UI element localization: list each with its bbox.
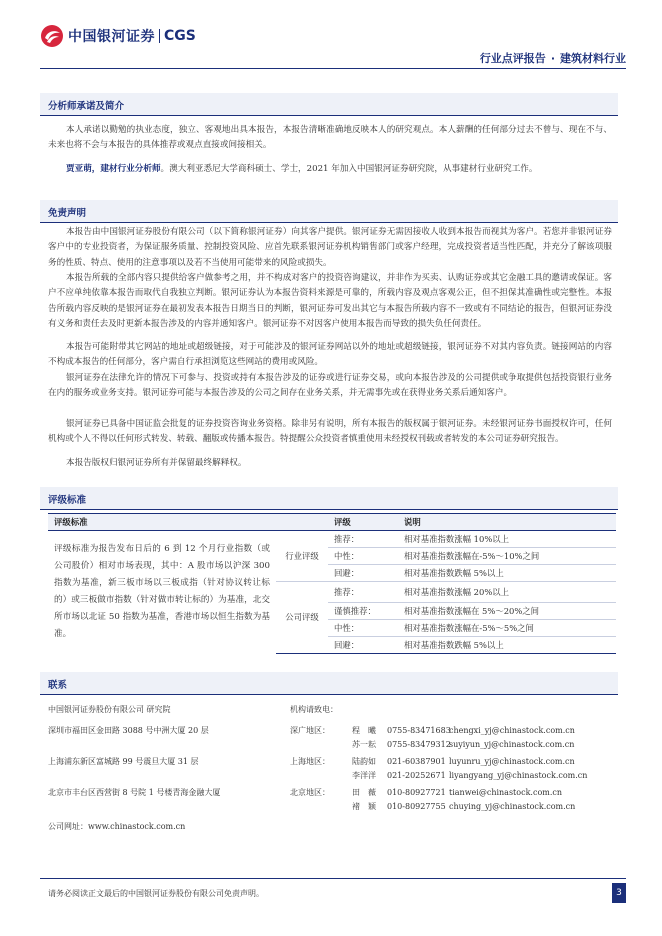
analyst-name-role: 贾亚萌，建材行业分析师 — [66, 164, 161, 174]
contact-phone: 0755-83471683 — [387, 726, 451, 735]
contact-name: 田 薇 — [352, 788, 376, 797]
rating-grade-desc: 相对基准指数涨幅在 5%～20%之间 — [398, 602, 616, 619]
logo-english-text: CGS — [164, 28, 196, 44]
analyst-commitment: 本人承诺以勤勉的执业态度，独立、客观地出具本报告，本报告清晰准确地反映本人的研究观点。本人薪酬的任何部分过去不曾与、现在不与、未来也将不会与本报告的具体推荐或观点直接或间接相关。 — [48, 125, 612, 151]
disclaimer-paragraph-4: 银河证券在法律允许的情况下可参与、投资或持有本报告涉及的证券或进行证券交易，或向本报告涉及的公司提供或争取提供包括投资银行业务在内的服务或业务支持。银河证券可能与本报告涉及的公司之间存在业务关系，并无需事先或在获得业务关系后通知客户。 — [48, 373, 612, 399]
rating-table — [48, 513, 616, 654]
analyst-section-title: 分析师承诺及简介 — [48, 101, 125, 112]
logo — [40, 24, 196, 48]
office-address: 上海浦东新区富城路 99 号震旦大厦 31 层 — [48, 757, 199, 766]
disclaimer-paragraph-2: 本报告所载的全部内容只提供给客户做参考之用，并不构成对客户的投资咨询建议，并非作为买卖、认购证券或其它金融工具的邀请或保证。客户不应单纯依靠本报告而取代自我独立判断。银河证券认为本报告资料来源是可靠的，所载内容及观点客观公正，但不担保其准确性或完整性。本报告所载内容反映的是银河证券在最初发表本报告日期当日的判断，银河证券可发出其它与本报告所载内容不一致或有不同结论的报告，但银河证券没有义务和责任去及时更新本报告涉及的内容并通知客户。银河证券不对因客户使用本报告而导致的损失负任何责任。 — [48, 273, 612, 330]
rating-header-standard: 评级标准 — [48, 514, 276, 531]
sales-contact-label: 机构请致电： — [290, 705, 338, 714]
analyst-bio-text: 。澳大利亚悉尼大学商科硕士、学士，2021 年加入中国银河证券研究院，从事建材行业研究工作。 — [160, 164, 538, 174]
rating-section-rule — [40, 509, 618, 510]
contact-name: 程 曦 — [352, 726, 376, 735]
rating-grade-desc: 相对基准指数跌幅 5%以上 — [398, 636, 616, 653]
analyst-bio — [48, 162, 612, 177]
contact-section-bar — [40, 672, 618, 694]
office-region: 深广地区： — [290, 726, 330, 735]
company-rating-label: 公司评级 — [276, 582, 328, 654]
disclaimer-section-rule — [40, 222, 618, 223]
report-type: 行业点评报告 — [479, 52, 546, 65]
rating-grade-desc: 相对基准指数涨幅在-5%～5%之间 — [398, 619, 616, 636]
contact-name: 陆韵如 — [352, 757, 376, 766]
contact-phone: 010-80927755 — [387, 802, 446, 811]
disclaimer-paragraph-3: 本报告可能附带其它网站的地址或超级链接，对于可能涉及的银河证券网站以外的地址或超级链接，银河证券不对其内容负责。链接网站的内容不构成本报告的任何部分，客户需自行承担浏览这些网站的费用或风险。 — [48, 342, 612, 368]
rating-grade-desc: 相对基准指数跌幅 5%以上 — [398, 565, 616, 582]
contact-phone: 010-80927721 — [387, 788, 446, 797]
company-website-link[interactable]: 公司网址：www.chinastock.com.cn — [48, 822, 186, 831]
footer-rule — [40, 878, 626, 879]
page-header — [40, 20, 626, 70]
logo-chinese-text: 中国银河证券 — [68, 29, 155, 45]
office-region: 北京地区： — [290, 788, 330, 797]
report-category — [480, 50, 626, 66]
contact-email-link[interactable]: chuying_yj@chinastock.com.cn — [449, 802, 576, 811]
contact-name: 褚 颖 — [352, 802, 376, 811]
table-row — [48, 531, 616, 548]
rating-grade: 回避： — [328, 636, 398, 653]
disclaimer-paragraph-1: 本报告由中国银河证券股份有限公司（以下简称银河证券）向其客户提供。银河证券无需因接收人收到本报告而视其为客户。若您并非银河证券客户中的专业投资者，为保证服务质量、控制投资风险、应首先联系银河证券机构销售部门或客户经理，完成投资者适当性匹配，并充分了解该项服务的性质、特点、使用的注意事项以及若不当使用可能带来的风险或损失。 — [48, 227, 612, 268]
contact-section-title: 联系 — [48, 680, 68, 691]
rating-grade: 中性： — [328, 619, 398, 636]
rating-grade-desc: 相对基准指数涨幅 10%以上 — [398, 531, 616, 548]
rating-grade: 谨慎推荐： — [328, 602, 398, 619]
disclaimer-section-title: 免责声明 — [48, 208, 87, 219]
rating-header-desc: 说明 — [398, 514, 616, 531]
page-number: 3 — [612, 883, 626, 903]
contact-section-rule — [40, 694, 618, 695]
rating-section-bar — [40, 487, 618, 509]
disclaimer-paragraph-5: 银河证券已具备中国证监会批复的证券投资咨询业务资格。除非另有说明，所有本报告的版权属于银河证券。未经银河证券书面授权许可，任何机构或个人不得以任何形式转发、转载、翻版或传播本报告。特提醒公众投资者慎重使用未经授权刊载或者转发的本公司证券研究报告。 — [48, 419, 612, 445]
contact-phone: 0755-83479312 — [387, 740, 451, 749]
office-address: 深圳市福田区金田路 3088 号中洲大厦 20 层 — [48, 726, 209, 735]
rating-section-title: 评级标准 — [48, 495, 87, 506]
contact-email-link[interactable]: chengxi_yj@chinastock.com.cn — [449, 726, 575, 735]
contact-email-link[interactable]: tianwei@chinastock.com.cn — [449, 788, 563, 797]
disclaimer-paragraph-6: 本报告版权归银河证券所有并保留最终解释权。 — [66, 458, 247, 468]
header-separator: · — [550, 52, 555, 65]
contact-name: 苏一耘 — [352, 740, 376, 749]
rating-grade: 推荐： — [328, 582, 398, 603]
rating-description: 评级标准为报告发布日后的 6 到 12 个月行业指数（或公司股价）相对市场表现，其中：A 股市场以沪深 300 指数为基准，新三板市场以三板成指（针对协议转让标的）或三板做市指数（针对做市转让标的）为基准，北交所市场以北证 50 指数为基准，香港市场以恒生指数为基准。 — [54, 544, 270, 639]
office-region: 上海地区： — [290, 757, 330, 766]
rating-grade: 回避： — [328, 565, 398, 582]
rating-grade-desc: 相对基准指数涨幅 20%以上 — [398, 582, 616, 603]
rating-grade: 推荐： — [328, 531, 398, 548]
contact-name: 李洋洋 — [352, 771, 376, 780]
industry-rating-label: 行业评级 — [276, 531, 328, 582]
contact-email-link[interactable]: liyangyang_yj@chinastock.com.cn — [449, 771, 588, 780]
contact-phone: 021-20252671 — [387, 771, 446, 780]
rating-header-grade: 评级 — [328, 514, 398, 531]
office-address: 北京市丰台区西营街 8 号院 1 号楼青海金融大厦 — [48, 788, 221, 797]
disclaimer-section-bar — [40, 200, 618, 222]
analyst-section-rule — [40, 115, 618, 116]
contact-phone: 021-60387901 — [387, 757, 446, 766]
footer-notice: 请务必阅读正文最后的中国银河证券股份有限公司免责声明。 — [48, 889, 264, 898]
rating-grade: 中性： — [328, 548, 398, 565]
rating-table-header — [48, 514, 616, 531]
header-rule — [40, 68, 626, 69]
contact-email-link[interactable]: suyiyun_yj@chinastock.com.cn — [449, 740, 575, 749]
contact-email-link[interactable]: luyunru_yj@chinastock.com.cn — [449, 757, 575, 766]
contact-company: 中国银河证券股份有限公司 研究院 — [48, 705, 171, 714]
rating-grade-desc: 相对基准指数涨幅在-5%～10%之间 — [398, 548, 616, 565]
logo-mark-icon — [40, 24, 64, 48]
rating-header-blank — [276, 514, 328, 531]
logo-separator — [159, 29, 160, 43]
industry-name: 建筑材料行业 — [560, 52, 626, 65]
analyst-section-bar — [40, 93, 618, 115]
